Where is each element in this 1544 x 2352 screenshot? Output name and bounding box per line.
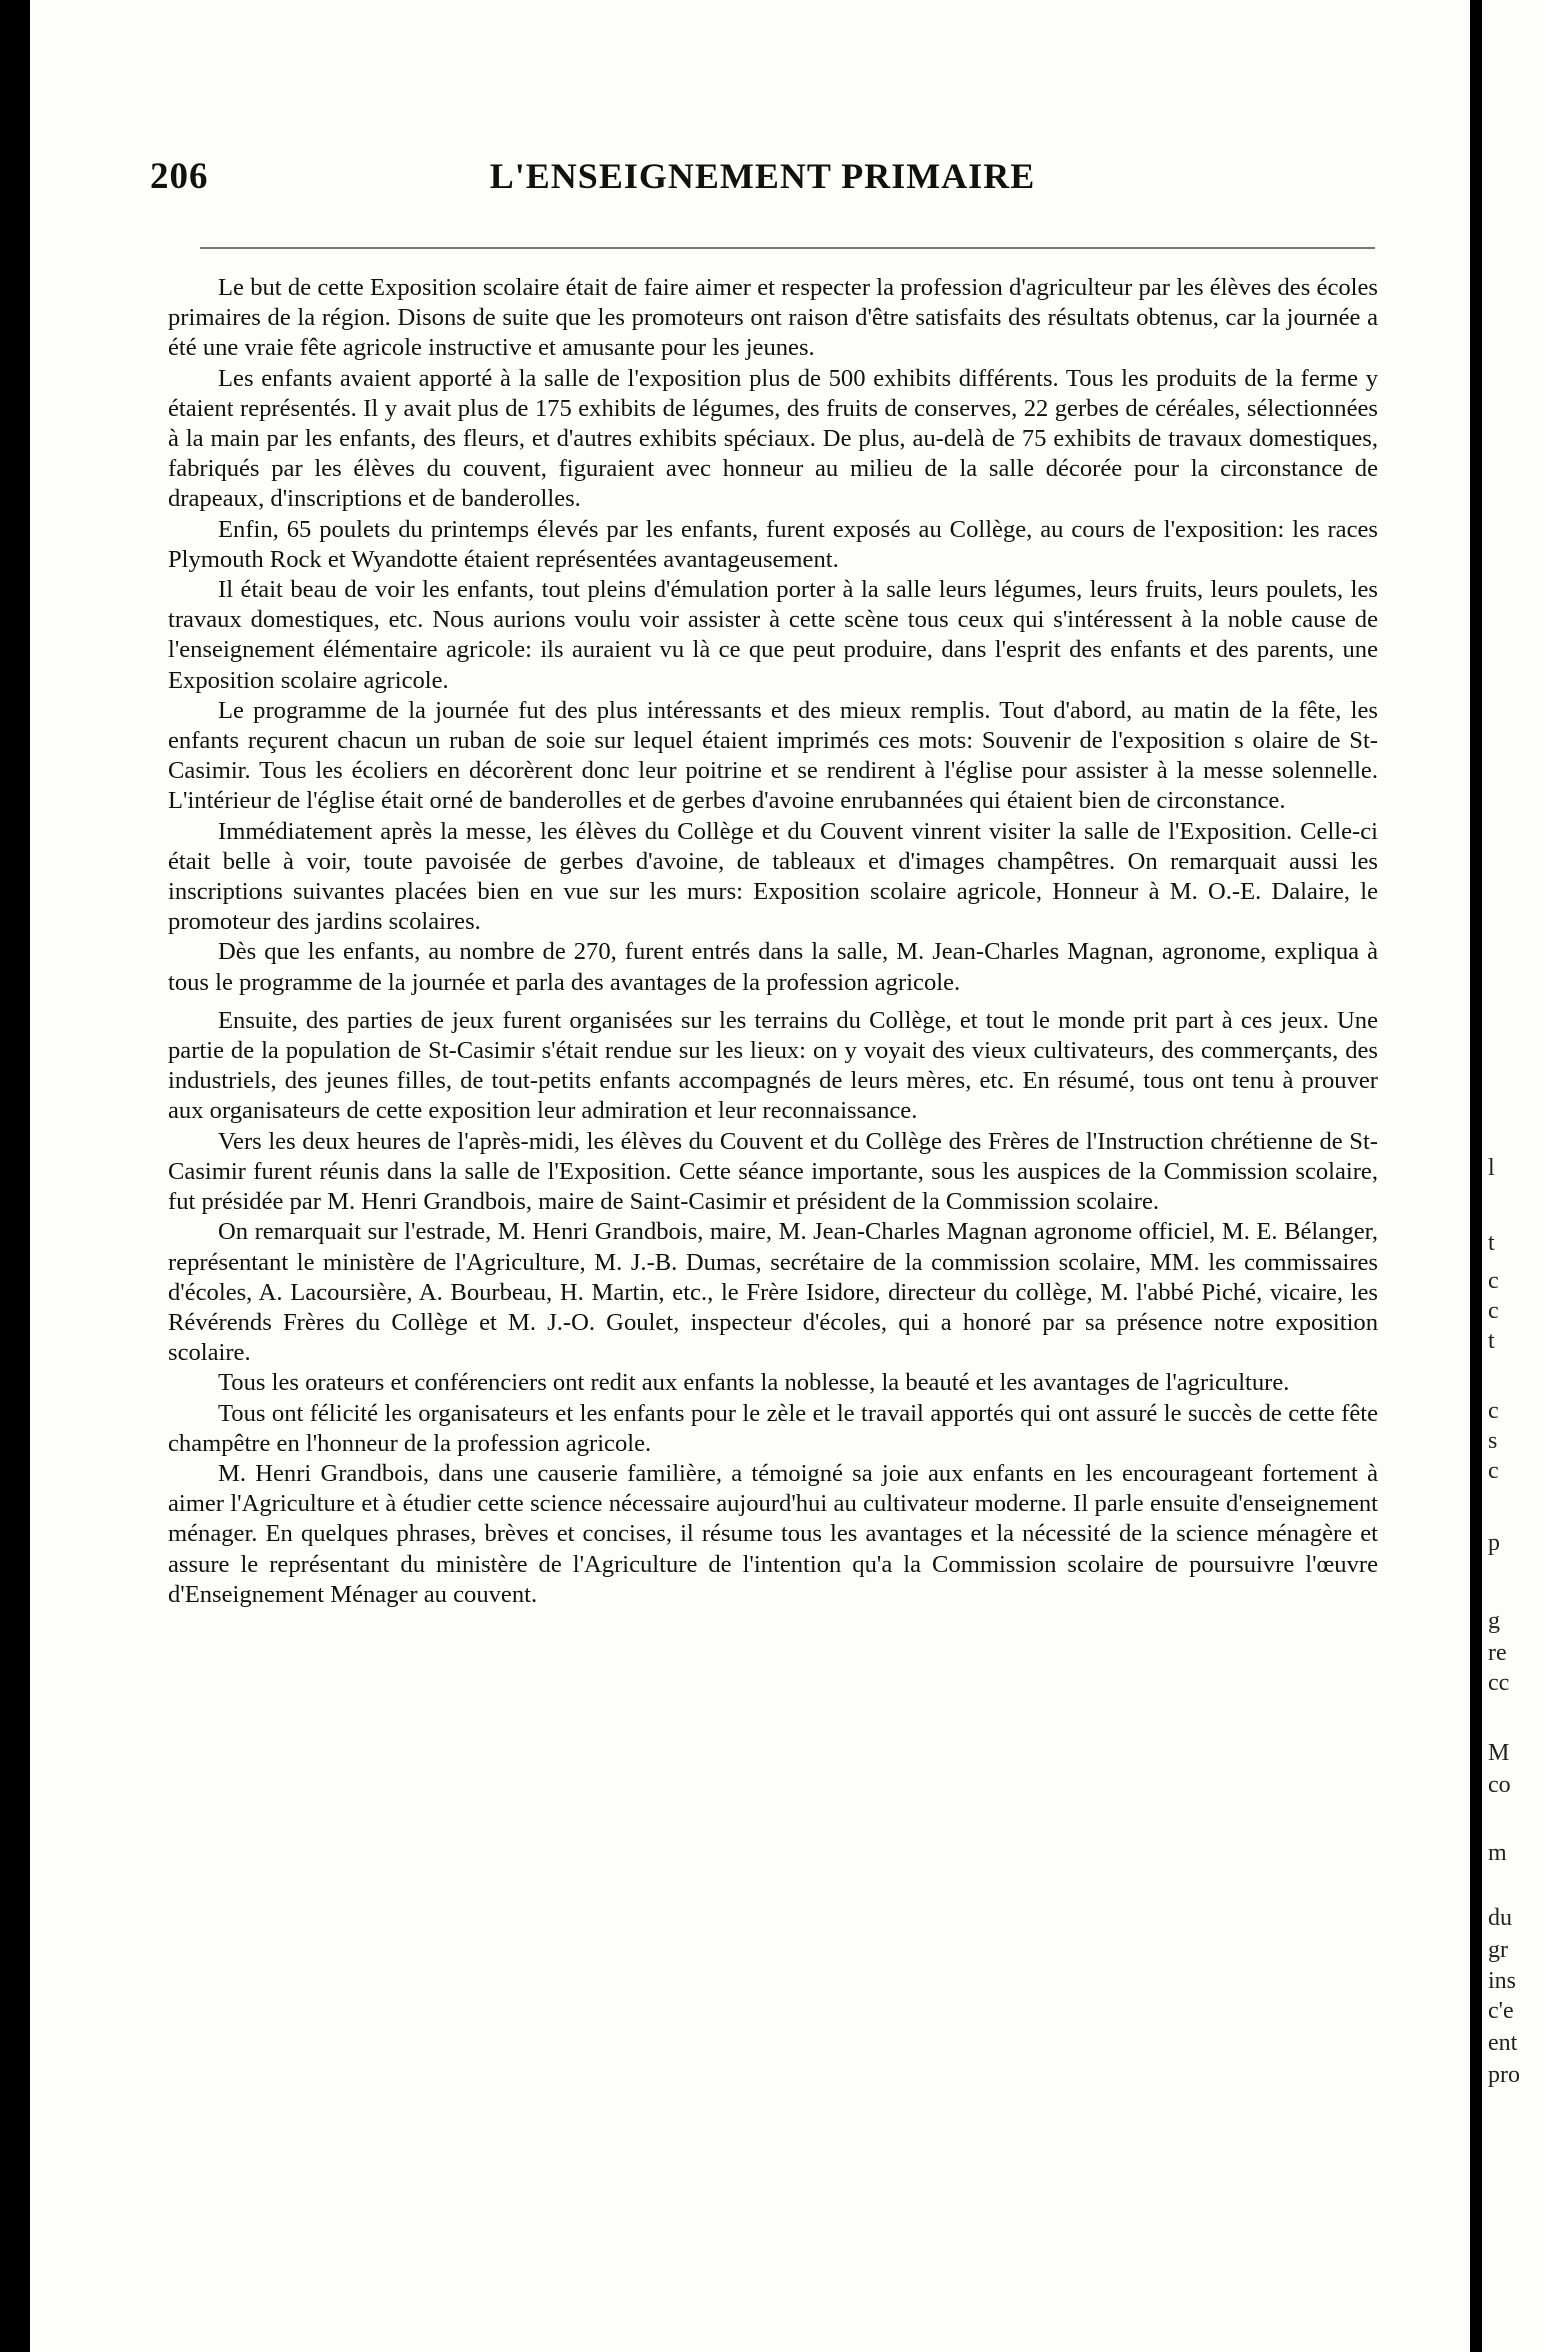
paragraph: Enfin, 65 poulets du printemps élevés par les enfants, furent exposés au Collège, au cours de l'exposition: les races Plymouth Rock et Wyandotte étaient représentées avantageusement. [168,515,1378,573]
paragraph: Il était beau de voir les enfants, tout pleins d'émulation porter à la salle leurs légumes, leurs fruits, leurs poulets, les travaux domestiques, etc. Nous aurions voulu voir assister à cette scène tous ceux qui s'intéressent à la noble cause de l'enseignement élémentaire agricole: ils auraient vu là ce que peut produire, dans l'esprit des enfants et des parents, une Exposition scolaire agricole. [168,576,1378,694]
adjacent-fragment: g [1488,1608,1500,1634]
page-header [150,155,1375,205]
adjacent-fragment: du [1488,1905,1512,1931]
running-title: L'ENSEIGNEMENT PRIMAIRE [489,156,1036,196]
adjacent-fragment: ent [1488,2030,1518,2056]
header-rule [200,247,1375,249]
paragraph: Les enfants avaient apporté à la salle de l'exposition plus de 500 exhibits différents. Tous les produits de la ferme y étaient représentés. Il y avait plus de 175 exhibits de légumes, des fruits de conserves, 22 gerbes de céréales, sélectionnées à la main par les enfants, des fleurs, et d'autres exhibits spéciaux. De plus, au-delà de 75 exhibits de travaux domestiques, fabriqués par les élèves du couvent, figuraient avec honneur au milieu de la salle décorée pour la circonstance de drapeaux, d'inscriptions et de banderolles. [168,364,1378,513]
adjacent-fragment: s [1488,1428,1498,1454]
adjacent-fragment: c [1488,1298,1499,1324]
paragraph: Dès que les enfants, au nombre de 270, furent entrés dans la salle, M. Jean-Charles Magnan, agronome, expliqua à tous le programme de la journée et parla des avantages de la profession agricole. [168,938,1378,996]
adjacent-fragment: t [1488,1230,1495,1256]
adjacent-fragment: p [1488,1530,1500,1556]
adjacent-fragment: m [1488,1840,1507,1866]
page-number: 206 [150,156,209,197]
paragraph: On remarquait sur l'estrade, M. Henri Grandbois, maire, M. Jean-Charles Magnan agronome officiel, M. E. Bélanger, représentant le ministère de l'Agriculture, M. J.-B. Dumas, secrétaire de la commission scolaire, MM. les commissaires d'écoles, A. Lacoursière, A. Bourbeau, H. Martin, etc., le Frère Isidore, directeur du collège, M. l'abbé Piché, vicaire, les Révérends Frères du Collège et M. J.-O. Goulet, inspecteur d'écoles, qui a honoré par sa présence notre exposition scolaire. [168,1218,1378,1367]
adjacent-fragment: pro [1488,2062,1520,2088]
adjacent-fragment: M [1488,1740,1510,1766]
paragraph: Immédiatement après la messe, les élèves du Collège et du Couvent vinrent visiter la salle de l'Exposition. Celle-ci était belle à voir, toute pavoisée de gerbes d'avoine, de tableaux et d'images champêtres. On remarquait aussi les inscriptions suivantes placées bien en vue sur les murs: Exposition scolaire agricole, Honneur à M. O.-E. Dalaire, le promoteur des jardins scolaires. [168,817,1378,936]
paragraph: Le programme de la journée fut des plus intéressants et des mieux remplis. Tout d'abord, au matin de la fête, les enfants reçurent chacun un ruban de soie sur lequel étaient imprimés ces mots: Souvenir de l'exposition s olaire de St-Casimir. Tous les écoliers en décorèrent donc leur poitrine et se rendirent à l'église pour assister à la messe solennelle. L'intérieur de l'église était orné de banderolles et de gerbes d'avoine enrubannées qui étaient bien de circonstance. [168,696,1378,815]
paragraph: Vers les deux heures de l'après-midi, les élèves du Couvent et du Collège des Frères de l'Instruction chrétienne de St-Casimir furent réunis dans la salle de l'Exposition. Cette séance importante, sous les auspices de la Commission scolaire, fut présidée par M. Henri Grandbois, maire de Saint-Casimir et président de la Commission scolaire. [168,1127,1378,1216]
adjacent-fragment: c [1488,1458,1499,1484]
adjacent-fragment: co [1488,1772,1511,1798]
paragraph: Ensuite, des parties de jeux furent organisées sur les terrains du Collège, et tout le monde prit part à ces jeux. Une partie de la population de St-Casimir s'était rendue sur les lieux: on y voyait des vieux cultivateurs, des commerçants, des industriels, des jeunes filles, de tout-petits enfants accompagnés de leurs mères, etc. En résumé, tous ont tenu à prouver aux organisateurs de cette exposition leur admiration et leur reconnaissance. [168,1006,1378,1125]
paragraph: Tous ont félicité les organisateurs et les enfants pour le zèle et le travail apportés qui ont assuré le succès de cette fête champêtre en l'honneur de la profession agricole. [168,1399,1378,1457]
paragraph: Tous les orateurs et conférenciers ont redit aux enfants la noblesse, la beauté et les avantages de l'agriculture. [218,1369,1290,1397]
adjacent-fragment: re [1488,1640,1507,1666]
article-body [168,273,1378,1610]
adjacent-fragment: gr [1488,1937,1508,1963]
adjacent-fragment: c [1488,1398,1499,1424]
adjacent-fragment: t [1488,1328,1495,1354]
adjacent-fragment: ins [1488,1968,1517,1994]
paragraph: M. Henri Grandbois, dans une causerie familière, a témoigné sa joie aux enfants en les encourageant fortement à aimer l'Agriculture et à étudier cette science nécessaire aujourd'hui au cultivateur moderne. Il parle ensuite d'enseignement ménager. En quelques phrases, brèves et concises, il résume tous les avantages et la nécessité de la science ménagère et assure le représentant du ministère de l'Agriculture de l'intention qu'a la Commission scolaire de poursuivre l'œuvre d'Enseignement Ménager au couvent. [168,1459,1378,1608]
adjacent-page-edge [1470,0,1544,2352]
adjacent-fragment: c'e [1488,1998,1514,2024]
adjacent-fragment: l [1488,1155,1495,1181]
paragraph: Le but de cette Exposition scolaire était de faire aimer et respecter la profession d'agriculteur par les élèves des écoles primaires de la région. Disons de suite que les promoteurs ont raison d'être satisfaits des résultats obtenus, car la journée a été une vraie fête agricole instructive et amusante pour les jeunes. [168,274,1378,362]
adjacent-fragment: c [1488,1268,1499,1294]
adjacent-fragment: cc [1488,1670,1510,1696]
